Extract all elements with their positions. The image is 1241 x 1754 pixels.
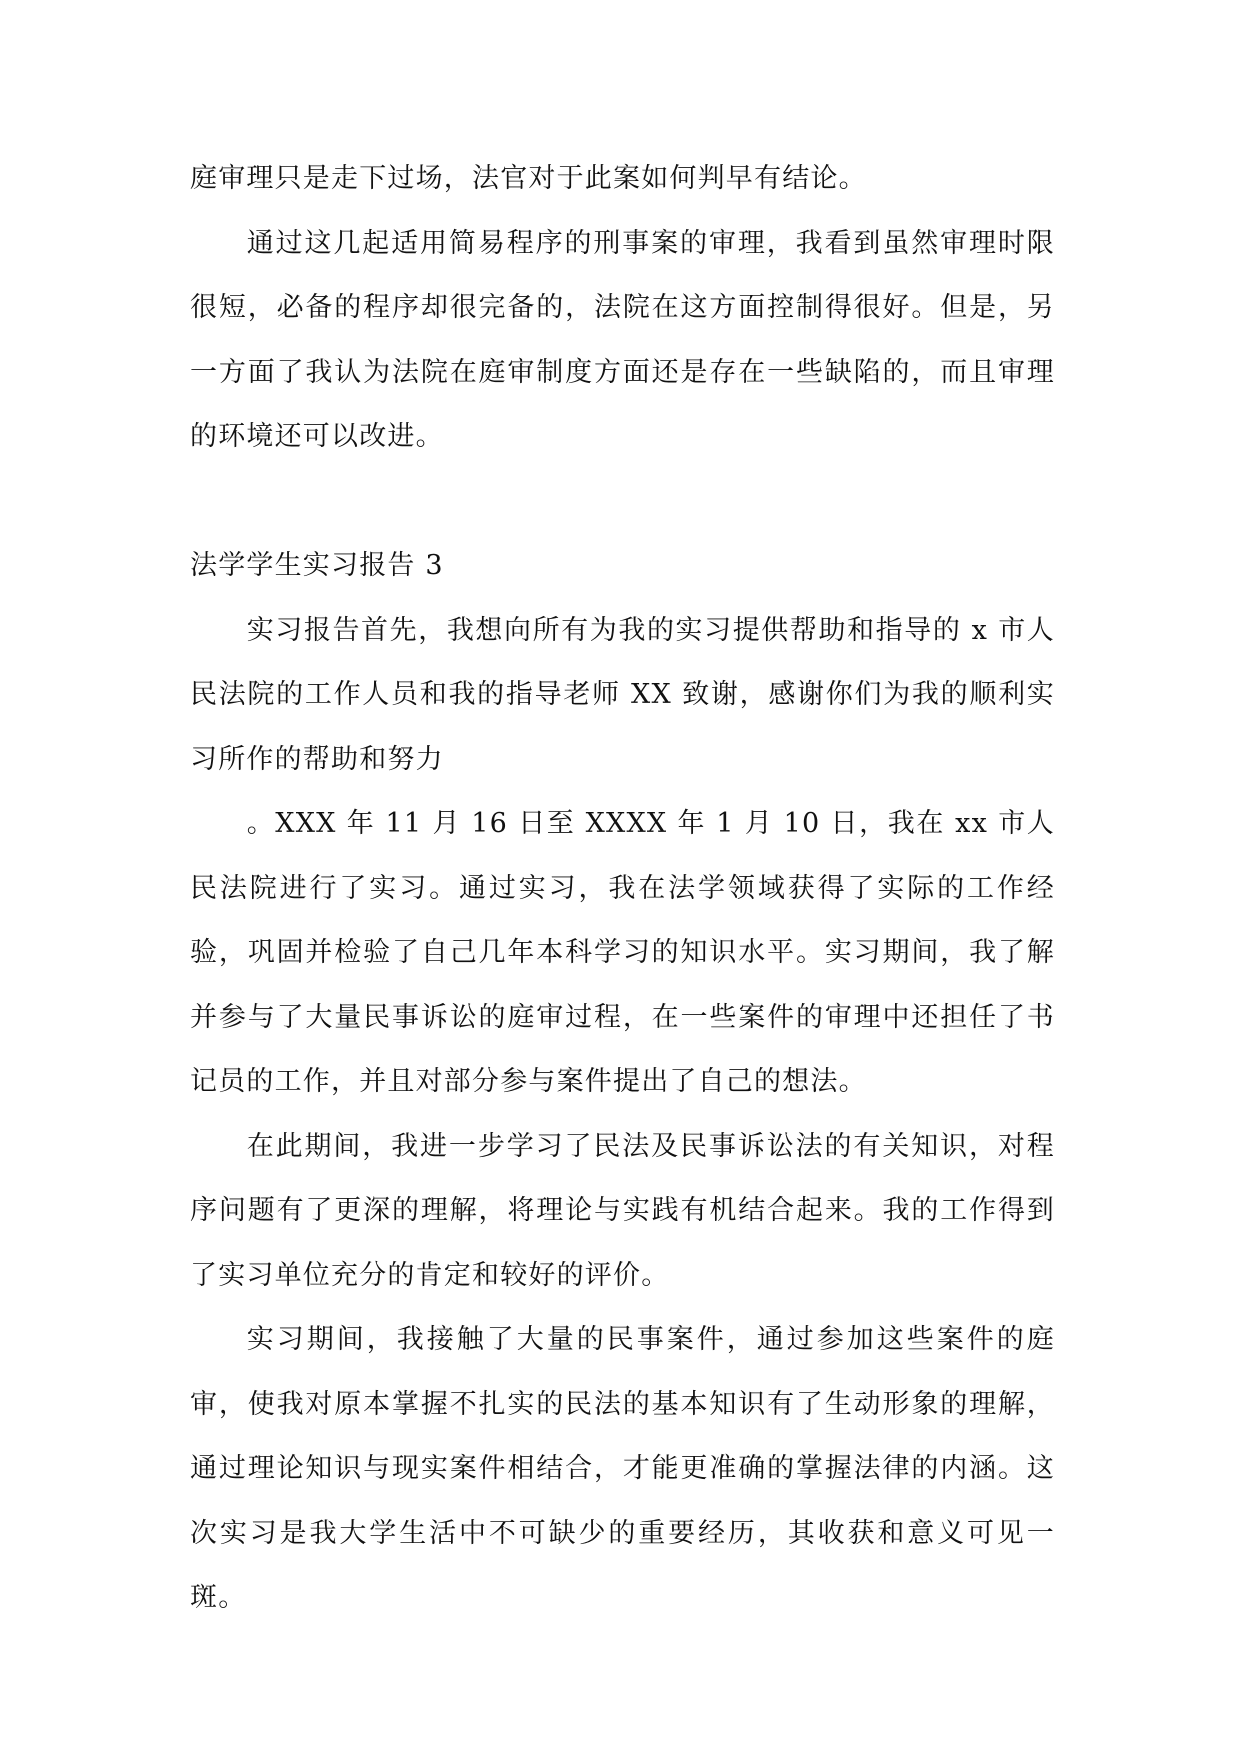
paragraph-continuation: 庭审理只是走下过场，法官对于此案如何判早有结论。: [190, 163, 867, 194]
paragraph-summary: 通过这几起适用简易程序的刑事案的审理，我看到虽然审理时限很短，必备的程序却很完备的，法院在这方面控制得很好。但是，另一方面了我认为法院在庭审制度方面还是存在一些缺陷的，而且审理的环境还可以改进。: [190, 227, 1055, 452]
paragraph-internship-period: 。XXX 年 11 月 16 日至 XXXX 年 1 月 10 日，我在 xx 市人民法院进行了实习。通过实习，我在法学领域获得了实际的工作经验，巩固并检验了自己几年本科学习的知识水平。实习期间，我了解并参与了大量民事诉讼的庭审过程，在一些案件的审理中还担任了书记员的工作，并且对部分参与案件提出了自己的想法。: [190, 808, 1055, 1097]
section-title: 法学学生实习报告 3: [190, 550, 444, 581]
paragraph-acknowledgement: 实习报告首先，我想向所有为我的实习提供帮助和指导的 x 市人民法院的工作人员和我的指导老师 XX 致谢，感谢你们为我的顺利实习所作的帮助和努力: [190, 614, 1055, 775]
paragraph-reflection: 实习期间，我接触了大量的民事案件，通过参加这些案件的庭审，使我对原本掌握不扎实的民法的基本知识有了生动形象的理解，通过理论知识与现实案件相结合，才能更准确的掌握法律的内涵。这次实习是我大学生活中不可缺少的重要经历，其收获和意义可见一斑。: [190, 1324, 1055, 1613]
paragraph-learning: 在此期间，我进一步学习了民法及民事诉讼法的有关知识，对程序问题有了更深的理解，将理论与实践有机结合起来。我的工作得到了实习单位充分的肯定和较好的评价。: [190, 1130, 1055, 1291]
document-body: [190, 147, 1055, 1631]
